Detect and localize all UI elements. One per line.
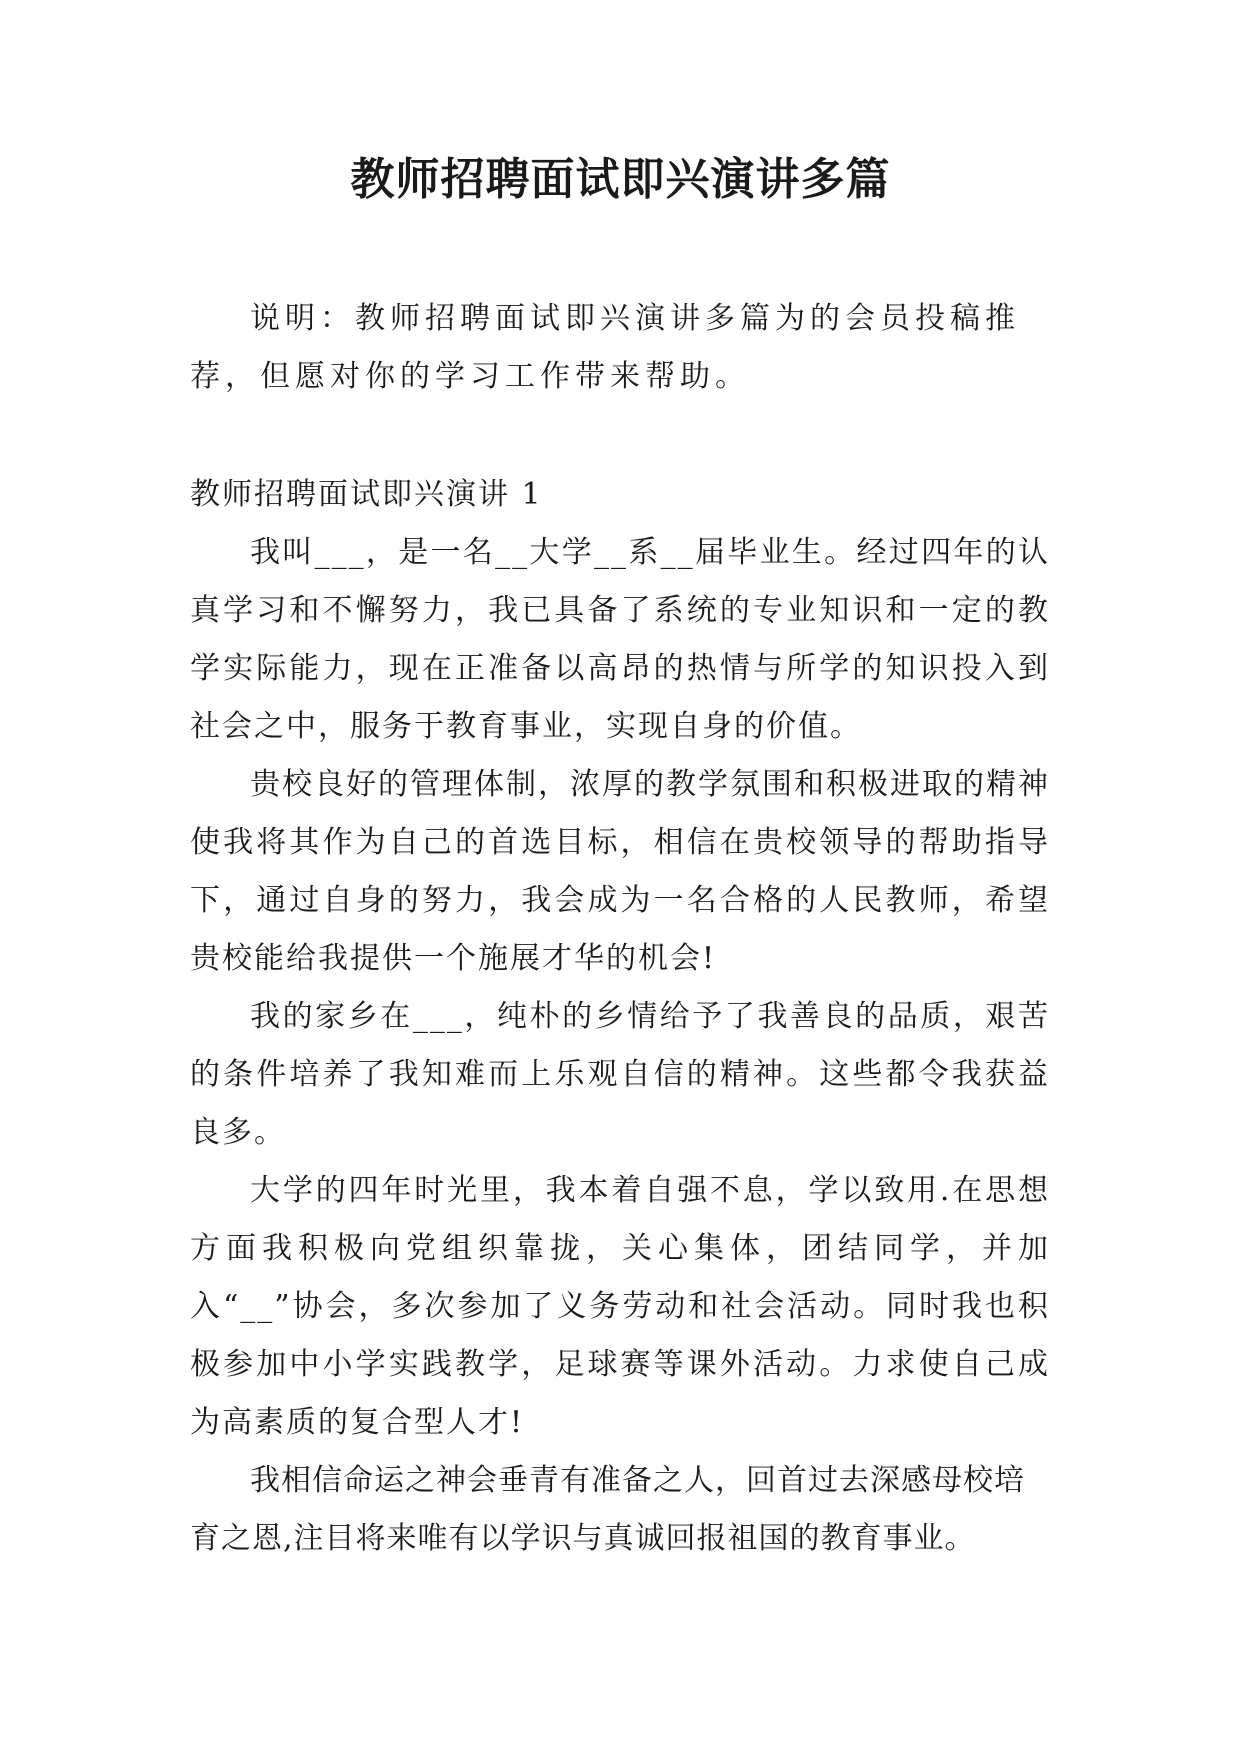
document-title: 教师招聘面试即兴演讲多篇: [350, 154, 891, 205]
body-paragraph: 大学的四年时光里，我本着自强不息，学以致用.在思想方面我积极向党组织靠拢，关心集体，团结同学，并加入“__”协会，多次参加了义务劳动和社会活动。同时我也积极参加中小学实践教学，足球赛等课外活动。力求使自己成为高素质的复合型人才!: [190, 1173, 1050, 1440]
body-paragraph: 贵校良好的管理体制，浓厚的教学氛围和积极进取的精神使我将其作为自己的首选目标，相信在贵校领导的帮助指导下，通过自身的努力，我会成为一名合格的人民教师，希望贵校能给我提供一个施展才华的机会!: [190, 767, 1050, 976]
body-paragraph: 我相信命运之神会垂青有准备之人，回首过去深感母校培育之恩,注目将来唯有以学识与真诚回报祖国的教育事业。: [190, 1463, 1025, 1556]
document-note: 说明：教师招聘面试即兴演讲多篇为的会员投稿推荐，但愿对你的学习工作带来帮助。: [190, 301, 1020, 394]
body-paragraph: 我的家乡在___，纯朴的乡情给予了我善良的品质，艰苦的条件培养了我知难而上乐观自信的精神。这些都令我获益良多。: [190, 999, 1050, 1150]
body-paragraph: 我叫___，是一名__大学__系__届毕业生。经过四年的认真学习和不懈努力，我已具备了系统的专业知识和一定的教学实际能力，现在正准备以高昂的热情与所学的知识投入到社会之中，服务于教育事业，实现自身的价值。: [190, 535, 1050, 744]
document-body: [190, 290, 1050, 1568]
section-heading: 教师招聘面试即兴演讲 1: [190, 477, 543, 512]
